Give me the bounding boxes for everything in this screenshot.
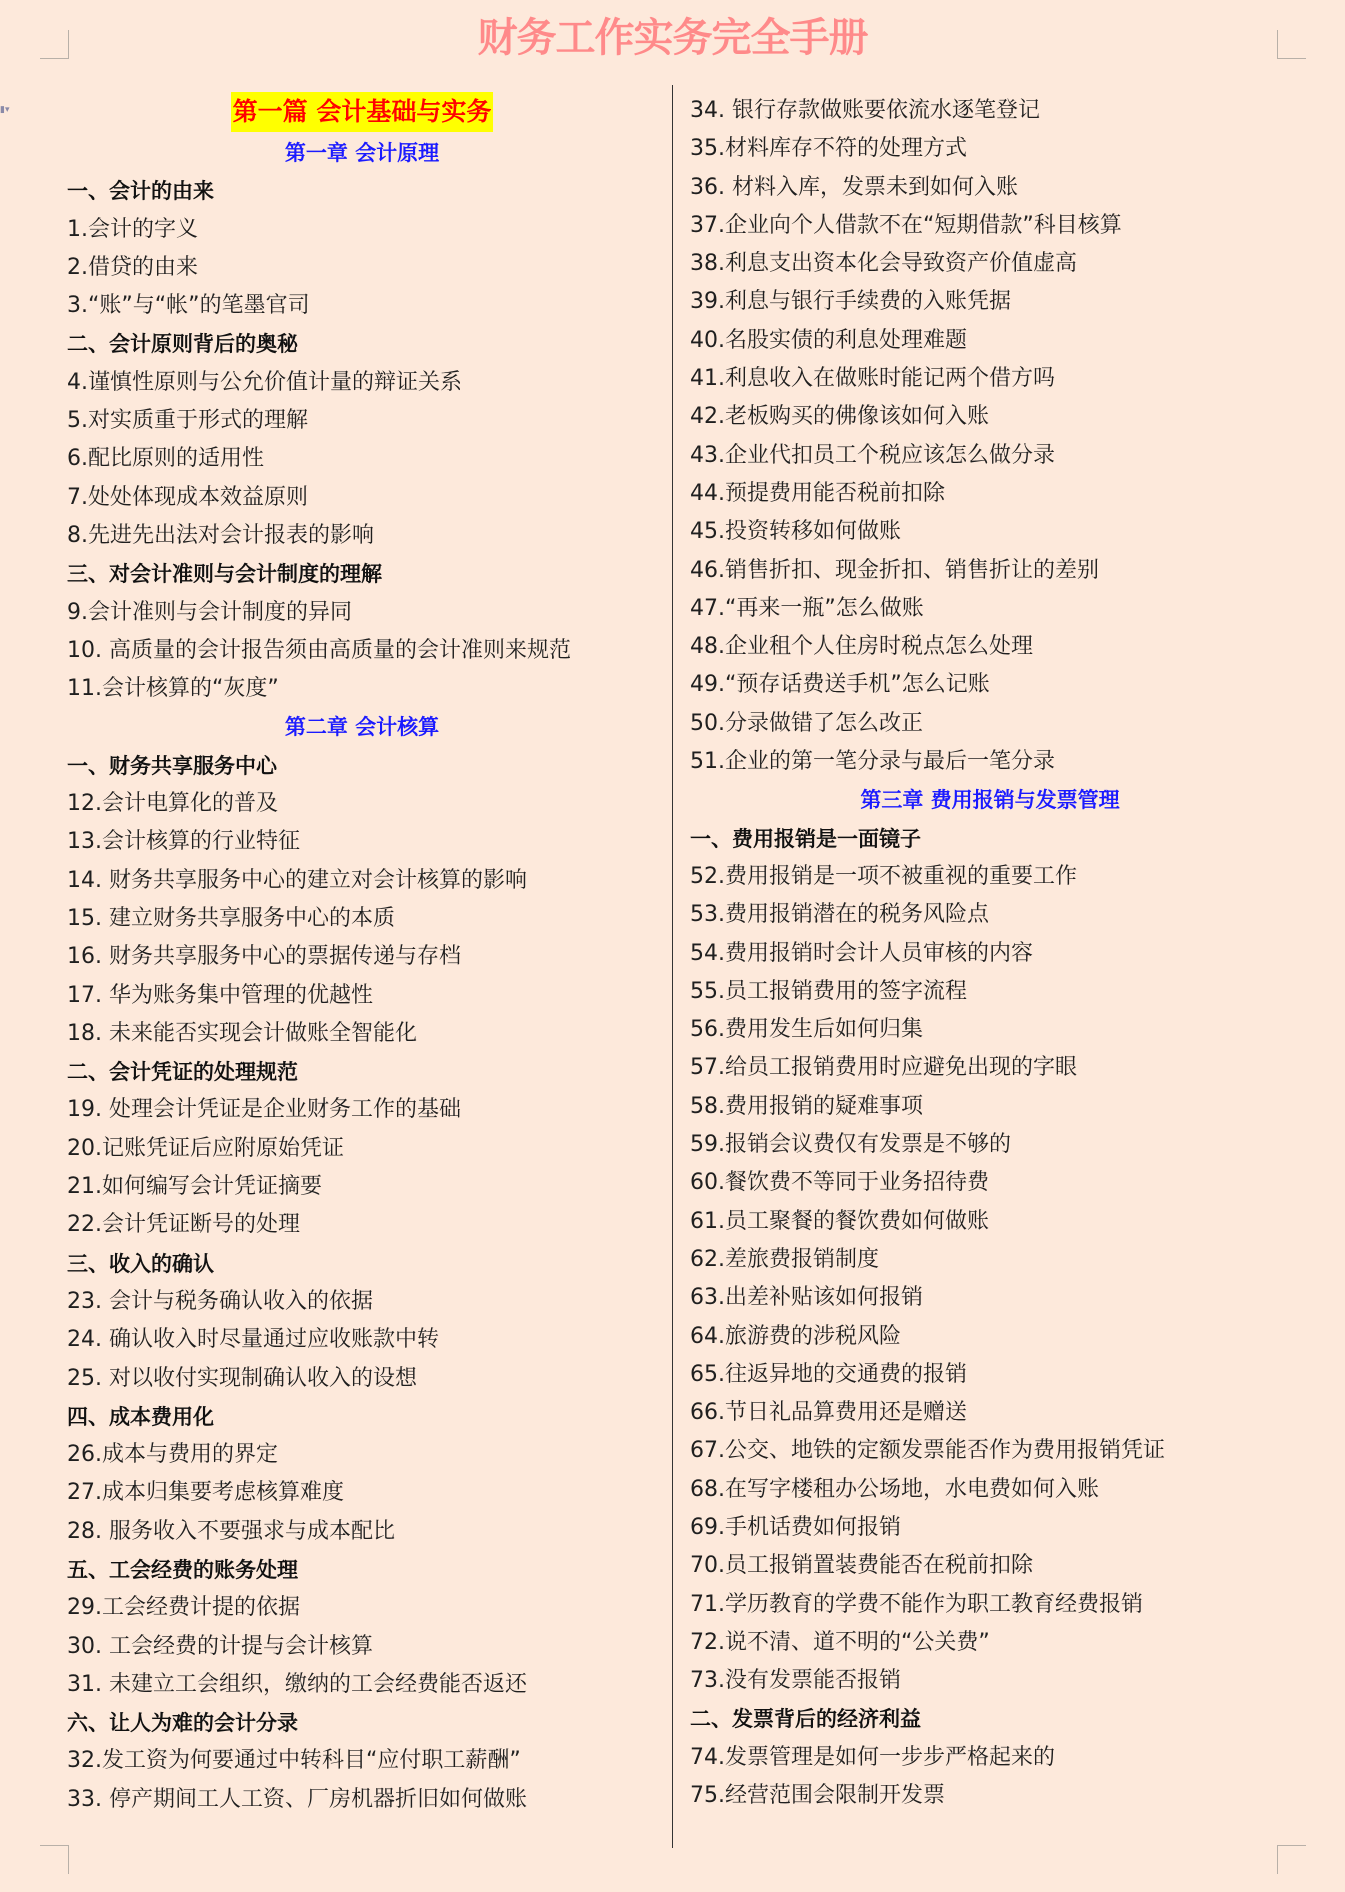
toc-item[interactable]: 61.员工聚餐的餐饮费如何做账: [690, 1208, 989, 1234]
toc-item[interactable]: 56.费用发生后如何归集: [690, 1017, 923, 1043]
toc-item[interactable]: 11.会计核算的“灰度”: [67, 676, 279, 702]
toc-item[interactable]: 42.老板购买的佛像该如何入账: [690, 404, 989, 430]
toc-item[interactable]: 55.员工报销费用的签字流程: [690, 978, 967, 1004]
toc-item[interactable]: 16. 财务共享服务中心的票据传递与存档: [67, 944, 461, 970]
toc-item[interactable]: 68.在写字楼租办公场地，水电费如何入账: [690, 1476, 1099, 1502]
chapter-heading[interactable]: 第三章 费用报销与发票管理: [860, 788, 1120, 813]
toc-item[interactable]: 7.处处体现成本效益原则: [67, 484, 308, 510]
section-heading[interactable]: 三、对会计准则与会计制度的理解: [67, 562, 382, 587]
toc-item[interactable]: 30. 工会经费的计提与会计核算: [67, 1633, 373, 1659]
left-column-toc: [67, 92, 657, 1819]
toc-item[interactable]: 17. 华为账务集中管理的优越性: [67, 982, 373, 1008]
toc-item[interactable]: 53.费用报销潜在的税务风险点: [690, 902, 989, 928]
toc-item[interactable]: 28. 服务收入不要强求与成本配比: [67, 1518, 395, 1544]
part-heading[interactable]: [67, 92, 657, 134]
toc-item[interactable]: 13.会计核算的行业特征: [67, 829, 300, 855]
toc-item[interactable]: 10. 高质量的会计报告须由高质量的会计准则来规范: [67, 637, 571, 663]
column-divider: [672, 85, 673, 1848]
toc-item[interactable]: 57.给员工报销费用时应避免出现的字眼: [690, 1055, 1077, 1081]
toc-item[interactable]: 9.会计准则与会计制度的异同: [67, 599, 352, 625]
navigation-arrow-icon[interactable]: ▮▾: [0, 105, 10, 115]
toc-item[interactable]: 15. 建立财务共享服务中心的本质: [67, 905, 395, 931]
toc-item[interactable]: 60.餐饮费不等同于业务招待费: [690, 1170, 989, 1196]
section-heading[interactable]: 四、成本费用化: [67, 1404, 214, 1429]
toc-item[interactable]: 52.费用报销是一项不被重视的重要工作: [690, 863, 1077, 889]
toc-item[interactable]: 35.材料库存不符的处理方式: [690, 136, 967, 162]
toc-item[interactable]: 21.如何编写会计凭证摘要: [67, 1174, 322, 1200]
toc-item[interactable]: 20.记账凭证后应附原始凭证: [67, 1135, 344, 1161]
toc-item[interactable]: 58.费用报销的疑难事项: [690, 1093, 923, 1119]
toc-item[interactable]: 49.“预存话费送手机”怎么记账: [690, 672, 990, 698]
section-heading[interactable]: 二、会计原则背后的奥秘: [67, 332, 298, 357]
toc-item[interactable]: 48.企业租个人住房时税点怎么处理: [690, 634, 1033, 660]
toc-item[interactable]: 64.旅游费的涉税风险: [690, 1323, 901, 1349]
crop-mark-bottom-left: [40, 1845, 69, 1874]
toc-item[interactable]: 29.工会经费计提的依据: [67, 1595, 300, 1621]
toc-item[interactable]: 2.借贷的由来: [67, 254, 198, 280]
toc-item[interactable]: 32.发工资为何要通过中转科目“应付职工薪酬”: [67, 1748, 521, 1774]
toc-item[interactable]: 41.利息收入在做账时能记两个借方吗: [690, 366, 1055, 392]
toc-item[interactable]: 6.配比原则的适用性: [67, 446, 264, 472]
toc-item[interactable]: 36. 材料入库，发票未到如何入账: [690, 174, 1018, 200]
toc-item[interactable]: 14. 财务共享服务中心的建立对会计核算的影响: [67, 867, 527, 893]
toc-item[interactable]: 3.“账”与“帐”的笔墨官司: [67, 293, 310, 319]
section-heading[interactable]: 二、会计凭证的处理规范: [67, 1060, 298, 1085]
right-column-toc: [690, 92, 1290, 1815]
toc-item[interactable]: 62.差旅费报销制度: [690, 1246, 879, 1272]
toc-item[interactable]: 47.“再来一瓶”怎么做账: [690, 595, 924, 621]
toc-item[interactable]: 23. 会计与税务确认收入的依据: [67, 1288, 373, 1314]
toc-item[interactable]: 45.投资转移如何做账: [690, 519, 901, 545]
toc-item[interactable]: 31. 未建立工会组织，缴纳的工会经费能否返还: [67, 1671, 527, 1697]
toc-item[interactable]: 37.企业向个人借款不在“短期借款”科目核算: [690, 212, 1122, 238]
section-heading[interactable]: 五、工会经费的账务处理: [67, 1557, 298, 1582]
toc-item[interactable]: 59.报销会议费仅有发票是不够的: [690, 1132, 1011, 1158]
chapter-heading[interactable]: 第二章 会计核算: [284, 715, 440, 740]
crop-mark-bottom-right: [1277, 1845, 1306, 1874]
toc-item[interactable]: 50.分录做错了怎么改正: [690, 710, 923, 736]
toc-item[interactable]: 70.员工报销置装费能否在税前扣除: [690, 1553, 1033, 1579]
crop-mark-top-left: [40, 30, 69, 59]
toc-item[interactable]: 8.先进先出法对会计报表的影响: [67, 522, 374, 548]
toc-item[interactable]: 39.利息与银行手续费的入账凭据: [690, 289, 1011, 315]
toc-item[interactable]: 25. 对以收付实现制确认收入的设想: [67, 1365, 417, 1391]
toc-item[interactable]: 72.说不清、道不明的“公关费”: [690, 1629, 990, 1655]
toc-item[interactable]: 67.公交、地铁的定额发票能否作为费用报销凭证: [690, 1438, 1165, 1464]
toc-item[interactable]: 33. 停产期间工人工资、厂房机器折旧如何做账: [67, 1786, 527, 1812]
section-heading[interactable]: 六、让人为难的会计分录: [67, 1711, 298, 1736]
toc-item[interactable]: 74.发票管理是如何一步步严格起来的: [690, 1744, 1055, 1770]
toc-item[interactable]: 1.会计的字义: [67, 216, 198, 242]
part-heading-label: 第一篇 会计基础与实务: [231, 92, 494, 132]
toc-item[interactable]: 63.出差补贴该如何报销: [690, 1285, 923, 1311]
toc-item[interactable]: 54.费用报销时会计人员审核的内容: [690, 940, 1033, 966]
toc-item[interactable]: 40.名股实债的利息处理难题: [690, 327, 967, 353]
toc-item[interactable]: 26.成本与费用的界定: [67, 1442, 278, 1468]
toc-item[interactable]: 4.谨慎性原则与公允价值计量的辩证关系: [67, 369, 462, 395]
chapter-heading[interactable]: 第一章 会计原理: [284, 141, 440, 165]
toc-item[interactable]: 51.企业的第一笔分录与最后一笔分录: [690, 749, 1055, 775]
toc-item[interactable]: 5.对实质重于形式的理解: [67, 408, 308, 434]
toc-item[interactable]: 46.销售折扣、现金折扣、销售折让的差别: [690, 557, 1099, 583]
toc-item[interactable]: 66.节日礼品算费用还是赠送: [690, 1400, 967, 1426]
section-heading[interactable]: 一、财务共享服务中心: [67, 753, 277, 778]
toc-item[interactable]: 69.手机话费如何报销: [690, 1514, 901, 1540]
toc-item[interactable]: 18. 未来能否实现会计做账全智能化: [67, 1020, 417, 1046]
toc-item[interactable]: 71.学历教育的学费不能作为职工教育经费报销: [690, 1591, 1143, 1617]
toc-item[interactable]: 75.经营范围会限制开发票: [690, 1783, 945, 1809]
toc-item[interactable]: 44.预提费用能否税前扣除: [690, 480, 945, 506]
toc-item[interactable]: 43.企业代扣员工个税应该怎么做分录: [690, 442, 1055, 468]
toc-item[interactable]: 12.会计电算化的普及: [67, 791, 278, 817]
section-heading[interactable]: 二、发票背后的经济利益: [690, 1707, 921, 1732]
section-heading[interactable]: 三、收入的确认: [67, 1251, 214, 1276]
toc-item[interactable]: 34. 银行存款做账要依流水逐笔登记: [690, 98, 1040, 123]
toc-item[interactable]: 22.会计凭证断号的处理: [67, 1212, 300, 1238]
toc-item[interactable]: 19. 处理会计凭证是企业财务工作的基础: [67, 1097, 461, 1123]
document-title: 财务工作实务完全手册: [477, 15, 868, 61]
toc-item[interactable]: 65.往返异地的交通费的报销: [690, 1361, 967, 1387]
toc-item[interactable]: 27.成本归集要考虑核算难度: [67, 1480, 344, 1506]
section-heading[interactable]: 一、费用报销是一面镜子: [690, 826, 921, 851]
toc-item[interactable]: 24. 确认收入时尽量通过应收账款中转: [67, 1327, 439, 1353]
crop-mark-top-right: [1277, 30, 1306, 59]
toc-item[interactable]: 73.没有发票能否报销: [690, 1668, 901, 1694]
section-heading[interactable]: 一、会计的由来: [67, 179, 214, 204]
toc-item[interactable]: 38.利息支出资本化会导致资产价值虚高: [690, 251, 1077, 277]
